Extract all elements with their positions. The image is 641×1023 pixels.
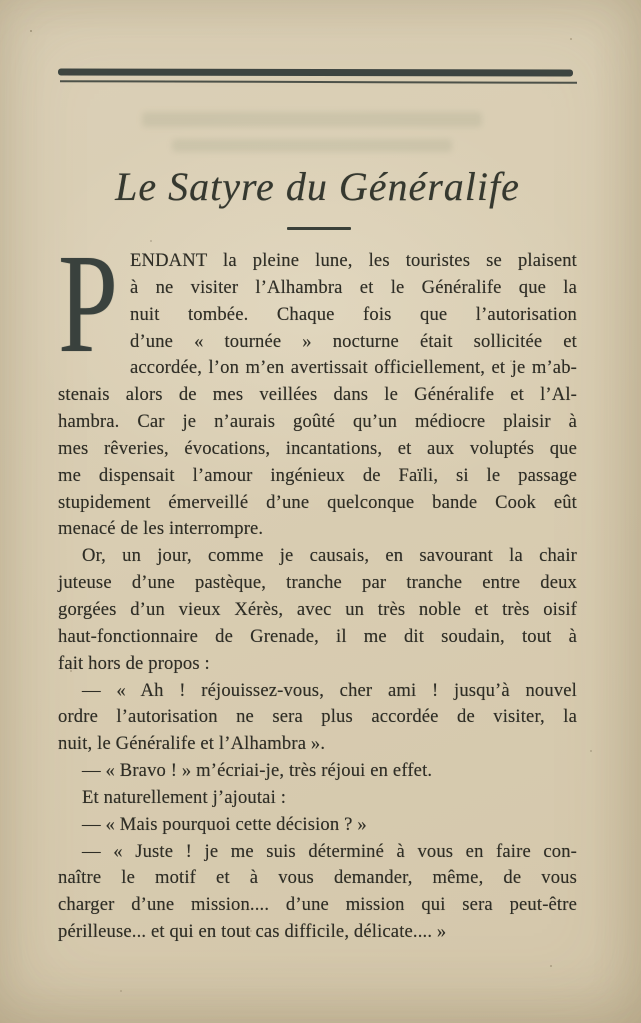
top-rule-thick xyxy=(58,68,573,76)
paragraph xyxy=(58,839,577,946)
drop-cap-letter: P xyxy=(58,224,119,382)
text-line: — « Bravo ! » m’écriai-je, très réjoui en effet. xyxy=(82,760,433,782)
text-line: périlleuse... et qui en tout cas difficile, délicate.... » xyxy=(58,921,447,943)
top-rule-thin xyxy=(60,80,577,84)
text-line: stupidement émerveillé d’une quelconque bande Cook eût xyxy=(58,491,577,513)
text-line: — « Juste ! je me suis déterminé à vous en faire con- xyxy=(82,840,577,862)
text-line: d’une « tournée » nocturne était sollicitée et xyxy=(130,330,577,352)
show-through-smudge xyxy=(172,139,452,152)
text-line: haut-fonctionnaire de Grenade, il me dit soudain, tout à xyxy=(58,625,577,647)
text-line: mes rêveries, évocations, incantations, et aux voluptés que xyxy=(58,437,577,459)
text-line: ordre l’autorisation ne sera plus accordée de visiter, la xyxy=(58,706,577,728)
text-line: — « Ah ! réjouissez-vous, cher ami ! jusqu’à nouvel xyxy=(82,679,577,701)
show-through-smudge xyxy=(142,112,482,127)
paragraph xyxy=(58,785,577,812)
text-line: naître le motif et à vous demander, même, de vous xyxy=(58,867,577,889)
text-line: charger d’une mission.... d’une mission qui sera peut-être xyxy=(58,894,577,916)
text-line: hambra. Car je n’aurais goûté qu’un médiocre plaisir à xyxy=(58,411,577,433)
text-line: — « Mais pourquoi cette décision ? » xyxy=(82,813,367,835)
paragraph xyxy=(58,224,577,543)
text-line: nuit tombée. Chaque fois que l’autorisation xyxy=(130,303,577,325)
paragraph xyxy=(58,543,577,677)
text-line: accordée, l’on m’en avertissait officiellement, et je m’ab- xyxy=(130,357,577,379)
text-line: gorgées d’un vieux Xérès, avec un très noble et très oisif xyxy=(58,598,577,620)
text-line: fait hors de propos : xyxy=(58,652,210,674)
text-line: menacé de les interrompre. xyxy=(58,518,264,540)
text-line: Et naturellement j’ajoutai : xyxy=(82,786,287,808)
text-line: me dispensait l’amour ingénieux de Faïli, si le passage xyxy=(58,464,577,486)
body-text xyxy=(58,224,577,946)
text-line: nuit, le Généralife et l’Alhambra ». xyxy=(58,733,326,755)
text-line: ENDANT la pleine lune, les touristes se plaisent xyxy=(130,250,577,271)
paragraph xyxy=(58,678,577,759)
title-divider xyxy=(287,227,351,230)
text-line: juteuse d’une pastèque, tranche par tranche entre deux xyxy=(58,572,577,594)
paragraph xyxy=(58,758,577,785)
text-line: stenais alors de mes veillées dans le Généralife et l’Al- xyxy=(58,384,577,406)
text-line: à ne visiter l’Alhambra et le Généralife que la xyxy=(130,276,577,298)
paragraph xyxy=(58,812,577,839)
text-line: Or, un jour, comme je causais, en savourant la chair xyxy=(82,545,577,567)
paper-speckles xyxy=(30,30,32,32)
page-title: Le Satyre du Généralife xyxy=(115,164,520,209)
